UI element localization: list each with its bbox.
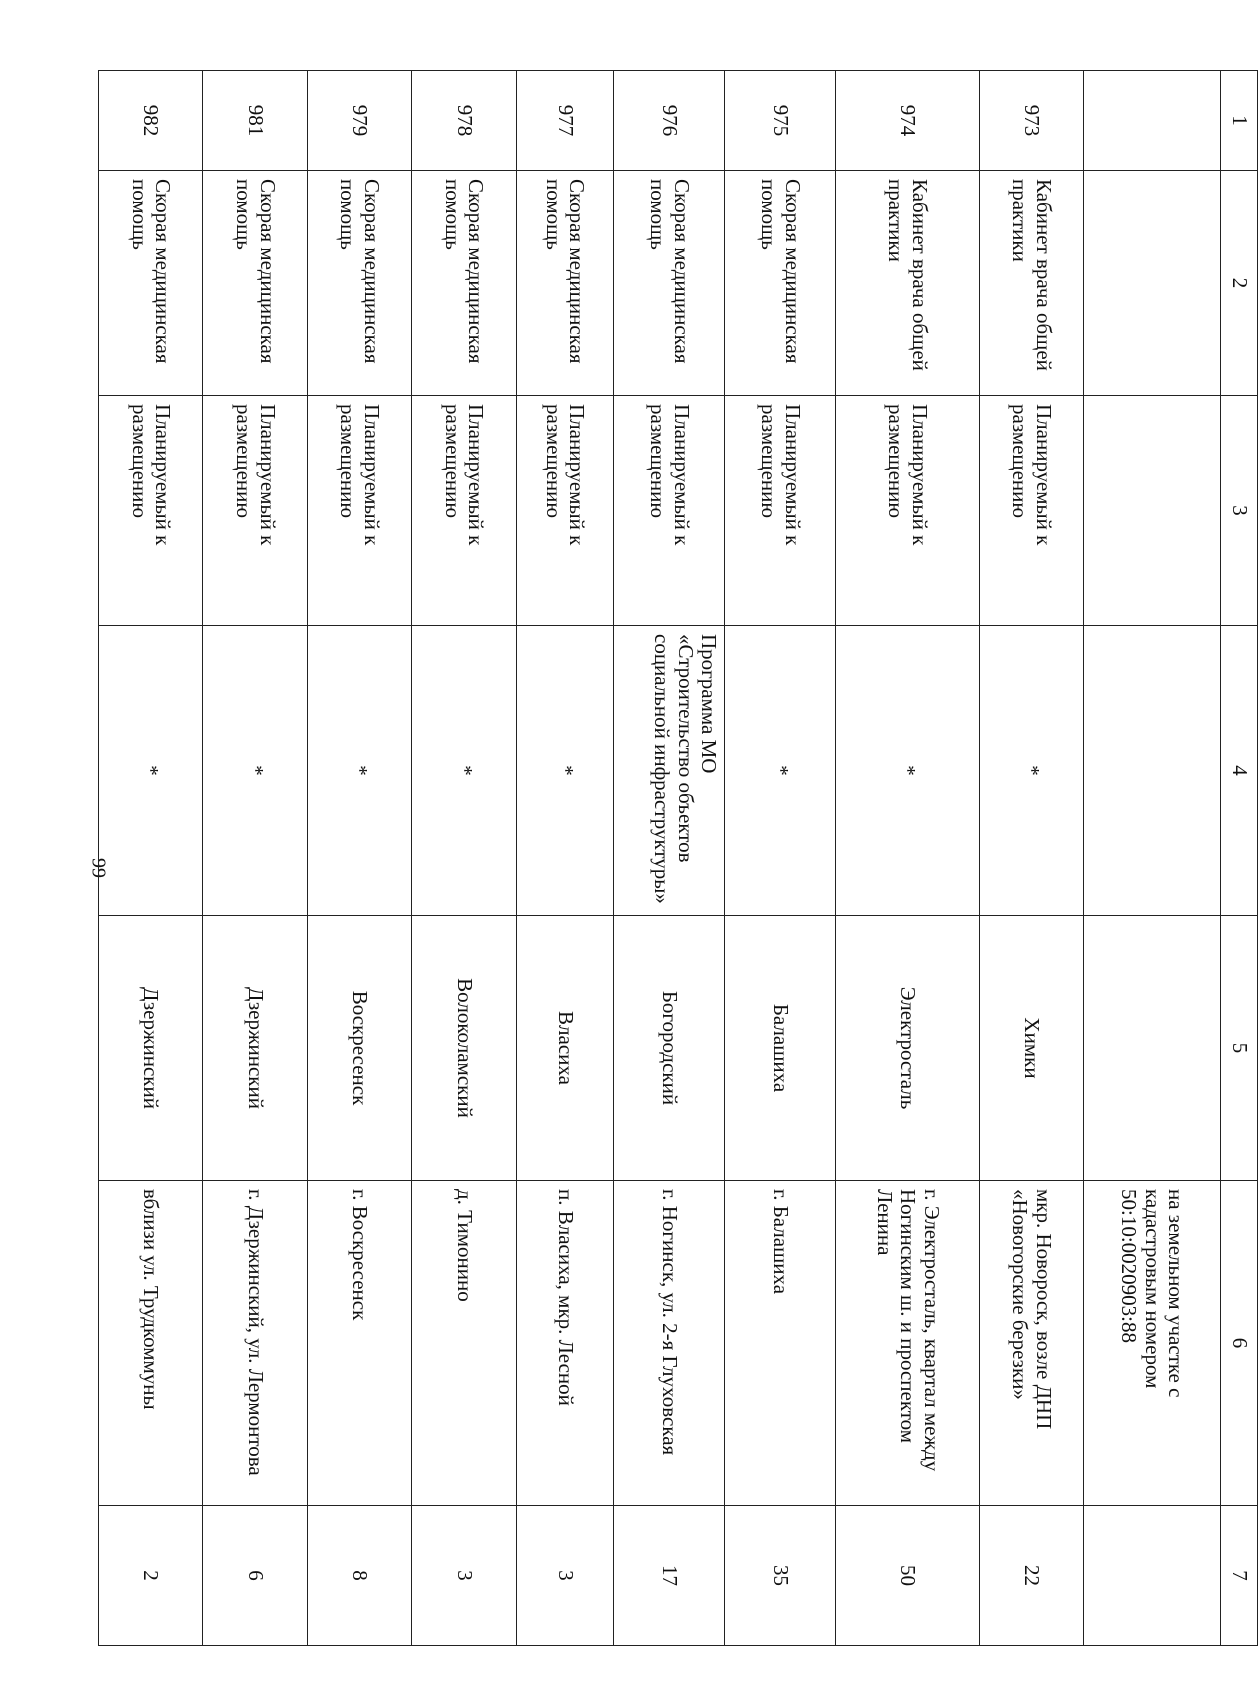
row-number-cell: 973: [979, 71, 1083, 171]
district-cell: Богородский: [614, 916, 725, 1181]
column-header: 6: [1221, 1181, 1258, 1506]
district-cell: Волоколамский: [412, 916, 516, 1181]
program-cell: Программа МО «Строительство объектов социальной инфраструктуры»: [614, 626, 725, 916]
column-header: 2: [1221, 171, 1258, 396]
row-number-cell: 975: [725, 71, 836, 171]
value-cell: 17: [614, 1506, 725, 1646]
table-row: [307, 71, 411, 1646]
facility-name-cell: Кабинет врача общей практики: [979, 171, 1083, 396]
district-cell: Дзержинский: [99, 916, 203, 1181]
program-cell: [1084, 626, 1221, 916]
value-cell: [1084, 1506, 1221, 1646]
row-number-cell: 979: [307, 71, 411, 171]
status-cell: Планируемый к размещению: [307, 396, 411, 626]
row-number-cell: 976: [614, 71, 725, 171]
location-cell: г. Балашиха: [725, 1181, 836, 1506]
status-cell: Планируемый к размещению: [99, 396, 203, 626]
table-row: [614, 71, 725, 1646]
district-cell: Дзержинский: [203, 916, 307, 1181]
program-cell: *: [412, 626, 516, 916]
table-row: [1084, 71, 1221, 1646]
table-row: [979, 71, 1083, 1646]
program-cell: *: [516, 626, 614, 916]
district-cell: Электросталь: [836, 916, 980, 1181]
facility-name-cell: Скорая медицинская помощь: [725, 171, 836, 396]
row-number-cell: 978: [412, 71, 516, 171]
row-number-cell: 977: [516, 71, 614, 171]
row-number-cell: 981: [203, 71, 307, 171]
value-cell: 6: [203, 1506, 307, 1646]
status-cell: Планируемый к размещению: [412, 396, 516, 626]
location-cell: вблизи ул. Трудкоммуны: [99, 1181, 203, 1506]
location-cell: г. Дзержинский, ул. Лермонтова: [203, 1181, 307, 1506]
table-row: [836, 71, 980, 1646]
facility-name-cell: Скорая медицинская помощь: [203, 171, 307, 396]
row-number-cell: 974: [836, 71, 980, 171]
status-cell: Планируемый к размещению: [979, 396, 1083, 626]
column-number-header-row: [1221, 71, 1258, 1646]
status-cell: [1084, 396, 1221, 626]
value-cell: 3: [516, 1506, 614, 1646]
value-cell: 3: [412, 1506, 516, 1646]
rotated-table-container: [98, 70, 1258, 1645]
status-cell: Планируемый к размещению: [725, 396, 836, 626]
value-cell: 8: [307, 1506, 411, 1646]
table-row: [725, 71, 836, 1646]
location-cell: мкр. Новороск, возле ДНП «Новогорские березки»: [979, 1181, 1083, 1506]
district-cell: [1084, 916, 1221, 1181]
table-row: [203, 71, 307, 1646]
table-row: [412, 71, 516, 1646]
column-header: 3: [1221, 396, 1258, 626]
status-cell: Планируемый к размещению: [516, 396, 614, 626]
program-cell: *: [725, 626, 836, 916]
program-cell: *: [307, 626, 411, 916]
facility-name-cell: Скорая медицинская помощь: [99, 171, 203, 396]
column-header: 4: [1221, 626, 1258, 916]
location-cell: г. Электросталь, квартал между Ногинским ш. и проспектом Ленина: [836, 1181, 980, 1506]
facility-name-cell: Скорая медицинская помощь: [307, 171, 411, 396]
table-row: [516, 71, 614, 1646]
program-cell: *: [979, 626, 1083, 916]
facility-name-cell: Скорая медицинская помощь: [614, 171, 725, 396]
district-cell: Балашиха: [725, 916, 836, 1181]
facility-name-cell: Скорая медицинская помощь: [516, 171, 614, 396]
row-number-cell: [1084, 71, 1221, 171]
table-row: [99, 71, 203, 1646]
value-cell: 35: [725, 1506, 836, 1646]
facility-name-cell: [1084, 171, 1221, 396]
value-cell: 50: [836, 1506, 980, 1646]
page-number: 99: [87, 858, 110, 878]
status-cell: Планируемый к размещению: [836, 396, 980, 626]
location-cell: г. Воскресенск: [307, 1181, 411, 1506]
status-cell: Планируемый к размещению: [203, 396, 307, 626]
value-cell: 2: [99, 1506, 203, 1646]
program-cell: *: [836, 626, 980, 916]
location-cell: г. Ногинск, ул. 2-я Глуховская: [614, 1181, 725, 1506]
row-number-cell: 982: [99, 71, 203, 171]
location-cell: п. Власиха, мкр. Лесной: [516, 1181, 614, 1506]
district-cell: Химки: [979, 916, 1083, 1181]
location-cell: на земельном участке с кадастровым номером 50:10:0020903:88: [1084, 1181, 1221, 1506]
program-cell: *: [203, 626, 307, 916]
facilities-table: [98, 70, 1258, 1646]
location-cell: д. Тимонино: [412, 1181, 516, 1506]
value-cell: 22: [979, 1506, 1083, 1646]
district-cell: Воскресенск: [307, 916, 411, 1181]
column-header: 7: [1221, 1506, 1258, 1646]
facility-name-cell: Кабинет врача общей практики: [836, 171, 980, 396]
status-cell: Планируемый к размещению: [614, 396, 725, 626]
district-cell: Власиха: [516, 916, 614, 1181]
facility-name-cell: Скорая медицинская помощь: [412, 171, 516, 396]
column-header: 1: [1221, 71, 1258, 171]
column-header: 5: [1221, 916, 1258, 1181]
program-cell: *: [99, 626, 203, 916]
